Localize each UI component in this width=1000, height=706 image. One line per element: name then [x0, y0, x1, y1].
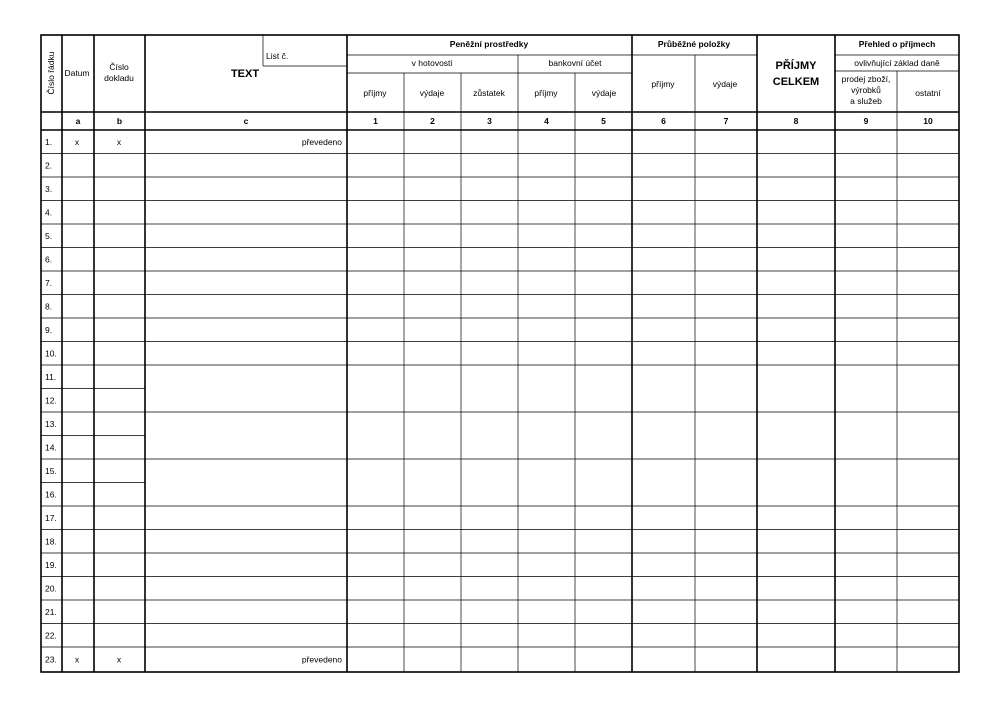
row-number: 14.: [45, 442, 57, 453]
text-header: TEXT: [230, 68, 260, 80]
row-date: x: [74, 136, 80, 147]
row-number: 10.: [45, 348, 57, 359]
column-code-b: b: [116, 116, 123, 126]
bank-expense-header: výdaje: [591, 88, 617, 98]
row-number: 23.: [45, 654, 57, 665]
column-codes-row: [76, 116, 933, 126]
column-code-4: 4: [544, 116, 549, 126]
row-number: 12.: [45, 395, 57, 406]
bank-account-header: bankovní účet: [548, 58, 602, 68]
column-code-c: c: [243, 116, 249, 126]
column-code-10: 10: [923, 116, 933, 126]
column-code-2: 2: [430, 116, 435, 126]
row-number: 1.: [45, 136, 53, 147]
transit-expense-header: výdaje: [712, 79, 738, 89]
doc-number-header-line2: dokladu: [104, 73, 134, 83]
total-income-header-line1: PŘÍJMY: [775, 60, 817, 72]
row-doc-number: x: [116, 654, 122, 665]
cash-income-header: příjmy: [363, 88, 387, 98]
row-number: 20.: [45, 583, 57, 594]
row-number: 22.: [45, 630, 57, 641]
transit-income-header: příjmy: [651, 79, 675, 89]
column-code-8: 8: [793, 116, 799, 126]
row-number: 13.: [45, 418, 57, 429]
row-doc-number: x: [116, 136, 122, 147]
row-number: 4.: [45, 207, 53, 218]
table-rows: [45, 137, 342, 665]
row-number: 21.: [45, 606, 57, 617]
column-code-5: 5: [601, 116, 606, 126]
cash-balance-header: zůstatek: [473, 88, 505, 98]
sales-header-line3: a služeb: [850, 96, 882, 106]
table-grid: [41, 35, 959, 672]
cash-header: v hotovosti: [411, 58, 453, 68]
tax-base-header: ovlivňující základ daně: [854, 58, 940, 68]
column-code-3: 3: [487, 116, 492, 126]
money-header: Peněžní prostředky: [449, 39, 529, 49]
date-header: Datum: [64, 68, 90, 78]
row-number: 11.: [45, 371, 57, 382]
row-text: převedeno: [301, 136, 342, 147]
column-code-1: 1: [373, 116, 378, 126]
column-code-a: a: [75, 116, 81, 126]
row-text: převedeno: [301, 654, 342, 665]
row-number: 17.: [45, 512, 57, 523]
row-number: 8.: [45, 301, 53, 312]
row-number: 15.: [45, 465, 57, 476]
row-number: 9.: [45, 324, 53, 335]
row-number: 5.: [45, 230, 53, 241]
sheet-number-label: List č.: [266, 51, 289, 61]
sales-header-line1: prodej zboží,: [841, 74, 891, 84]
sales-header-line2: výrobků: [851, 85, 881, 95]
table-header: [46, 39, 941, 106]
column-code-6: 6: [661, 116, 666, 126]
row-date: x: [74, 654, 80, 665]
row-number: 16.: [45, 489, 57, 500]
transit-items-header: Průběžné položky: [657, 39, 731, 49]
row-number: 2.: [45, 160, 53, 171]
total-income-header-line2: CELKEM: [772, 76, 820, 88]
column-code-9: 9: [863, 116, 869, 126]
cash-expense-header: výdaje: [419, 88, 445, 98]
bank-income-header: příjmy: [534, 88, 558, 98]
income-overview-header: Přehled o příjmech: [858, 39, 936, 49]
other-header: ostatní: [915, 88, 941, 98]
row-number: 3.: [45, 183, 53, 194]
row-number: 19.: [45, 559, 57, 570]
doc-number-header-line1: Číslo: [109, 62, 129, 72]
column-code-7: 7: [723, 116, 729, 126]
row-number: 6.: [45, 254, 53, 265]
row-number: 7.: [45, 277, 53, 288]
row-number: 18.: [45, 536, 57, 547]
row-number-header: Číslo řádku: [46, 51, 56, 95]
